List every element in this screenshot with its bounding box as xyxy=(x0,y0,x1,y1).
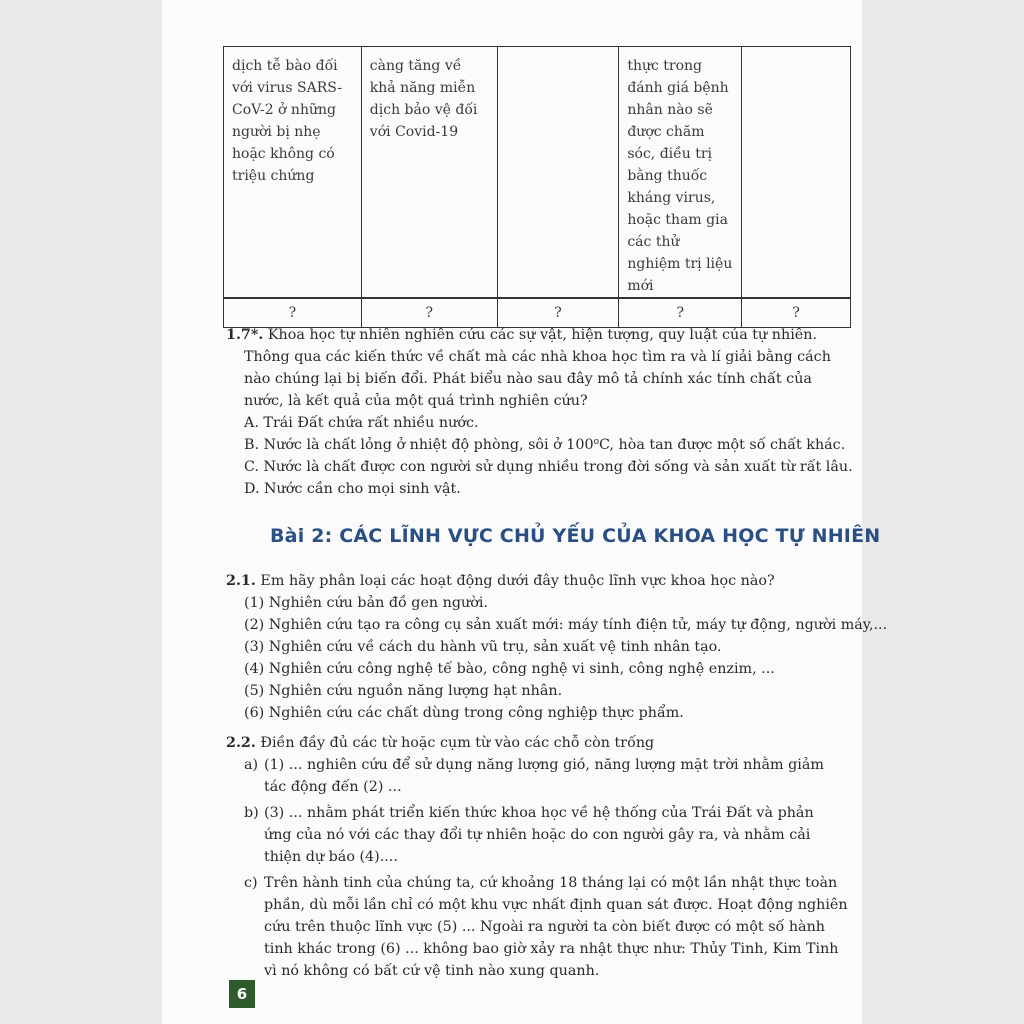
table-cell-question: ? xyxy=(742,298,851,328)
table-cell xyxy=(497,47,619,299)
table-cell-question: ? xyxy=(224,298,362,328)
list-item: (1) Nghiên cứu bản đồ gen người. xyxy=(244,595,488,611)
option-a: A. Trái Đất chứa rất nhiều nước. xyxy=(244,415,479,431)
sub-question-b: b) (3) ... nhằm phát triển kiến thức khoa học về hệ thống của Trái Đất và phản ứng của nó với các thay đổi tự nhiên hoặc do con người gây ra, và nhằm cải thiện dự báo (4).... xyxy=(244,805,814,865)
list-item: (4) Nghiên cứu công nghệ tế bào, công nghệ vi sinh, công nghệ enzim, ... xyxy=(244,661,775,677)
question-number: 1.7*. xyxy=(226,327,264,343)
list-item: (2) Nghiên cứu tạo ra công cụ sản xuất mới: máy tính điện tử, máy tự động, người máy,... xyxy=(244,617,888,633)
sub-question-c: c) Trên hành tinh của chúng ta, cứ khoảng 18 tháng lại có một lần nhật thực toàn phần, dù mỗi lần chỉ có một khu vực nhất định quan sát được. Hoạt động nghiên cứu trên thuộc lĩnh vực (5) ... Ngoài ra người ta còn biết được có một số hành tinh khác trong (6) ... không bao giờ xảy ra nhật thực như: Thủy Tinh, Kim Tinh vì nó không có bất cứ vệ tinh nào xung quanh. xyxy=(244,875,848,979)
section-heading: Bài 2: CÁC LĨNH VỰC CHỦ YẾU CỦA KHOA HỌC TỰ NHIÊN xyxy=(270,525,881,547)
question-text: Em hãy phân loại các hoạt động dưới đây thuộc lĩnh vực khoa học nào? xyxy=(260,573,775,589)
continued-table xyxy=(223,46,851,328)
question-text: Khoa học tự nhiên nghiên cứu các sự vật, hiện tượng, quy luật của tự nhiên. xyxy=(267,327,817,343)
table-cell-question: ? xyxy=(497,298,619,328)
table-row xyxy=(224,47,851,299)
option-d: D. Nước cần cho mọi sinh vật. xyxy=(244,481,461,497)
question-2-1 xyxy=(226,570,888,724)
table-cell: dịch tễ bào đối với virus SARS-CoV-2 ở những người bị nhẹ hoặc không có triệu chứng xyxy=(224,47,362,299)
table-cell: thực trong đánh giá bệnh nhân nào sẽ được chăm sóc, điều trị bằng thuốc kháng virus, hoặc tham gia các thử nghiệm trị liệu mới xyxy=(619,47,742,299)
question-number: 2.2. xyxy=(226,735,256,751)
page-number: 6 xyxy=(229,980,255,1008)
table-cell: càng tăng về khả năng miễn dịch bảo vệ đối với Covid-19 xyxy=(361,47,497,299)
option-c: C. Nước là chất được con người sử dụng nhiều trong đời sống và sản xuất từ rất lâu. xyxy=(244,459,853,475)
table-cell xyxy=(742,47,851,299)
question-number: 2.1. xyxy=(226,573,256,589)
question-text: Thông qua các kiến thức về chất mà các nhà khoa học tìm ra và lí giải bằng cách xyxy=(244,349,831,365)
table-cell-question: ? xyxy=(619,298,742,328)
list-item: (3) Nghiên cứu về cách du hành vũ trụ, sản xuất vệ tinh nhân tạo. xyxy=(244,639,722,655)
option-b: B. Nước là chất lỏng ở nhiệt độ phòng, sôi ở 100$^o$C, hòa tan được một số chất khác. xyxy=(244,437,846,453)
question-text: nước, là kết quả của một quá trình nghiên cứu? xyxy=(244,393,588,409)
sub-question-a: a) (1) ... nghiên cứu để sử dụng năng lượng gió, năng lượng mặt trời nhằm giảm tác động đến (2) ... xyxy=(244,757,824,795)
question-text: Điền đầy đủ các từ hoặc cụm từ vào các chỗ còn trống xyxy=(260,735,655,751)
question-text: nào chúng lại bị biến đổi. Phát biểu nào sau đây mô tả chính xác tính chất của xyxy=(244,371,812,387)
question-2-2 xyxy=(226,732,856,982)
question-1-7 xyxy=(226,324,856,500)
table-cell-question: ? xyxy=(361,298,497,328)
list-item: (6) Nghiên cứu các chất dùng trong công nghiệp thực phẩm. xyxy=(244,705,684,721)
list-item: (5) Nghiên cứu nguồn năng lượng hạt nhân. xyxy=(244,683,563,699)
